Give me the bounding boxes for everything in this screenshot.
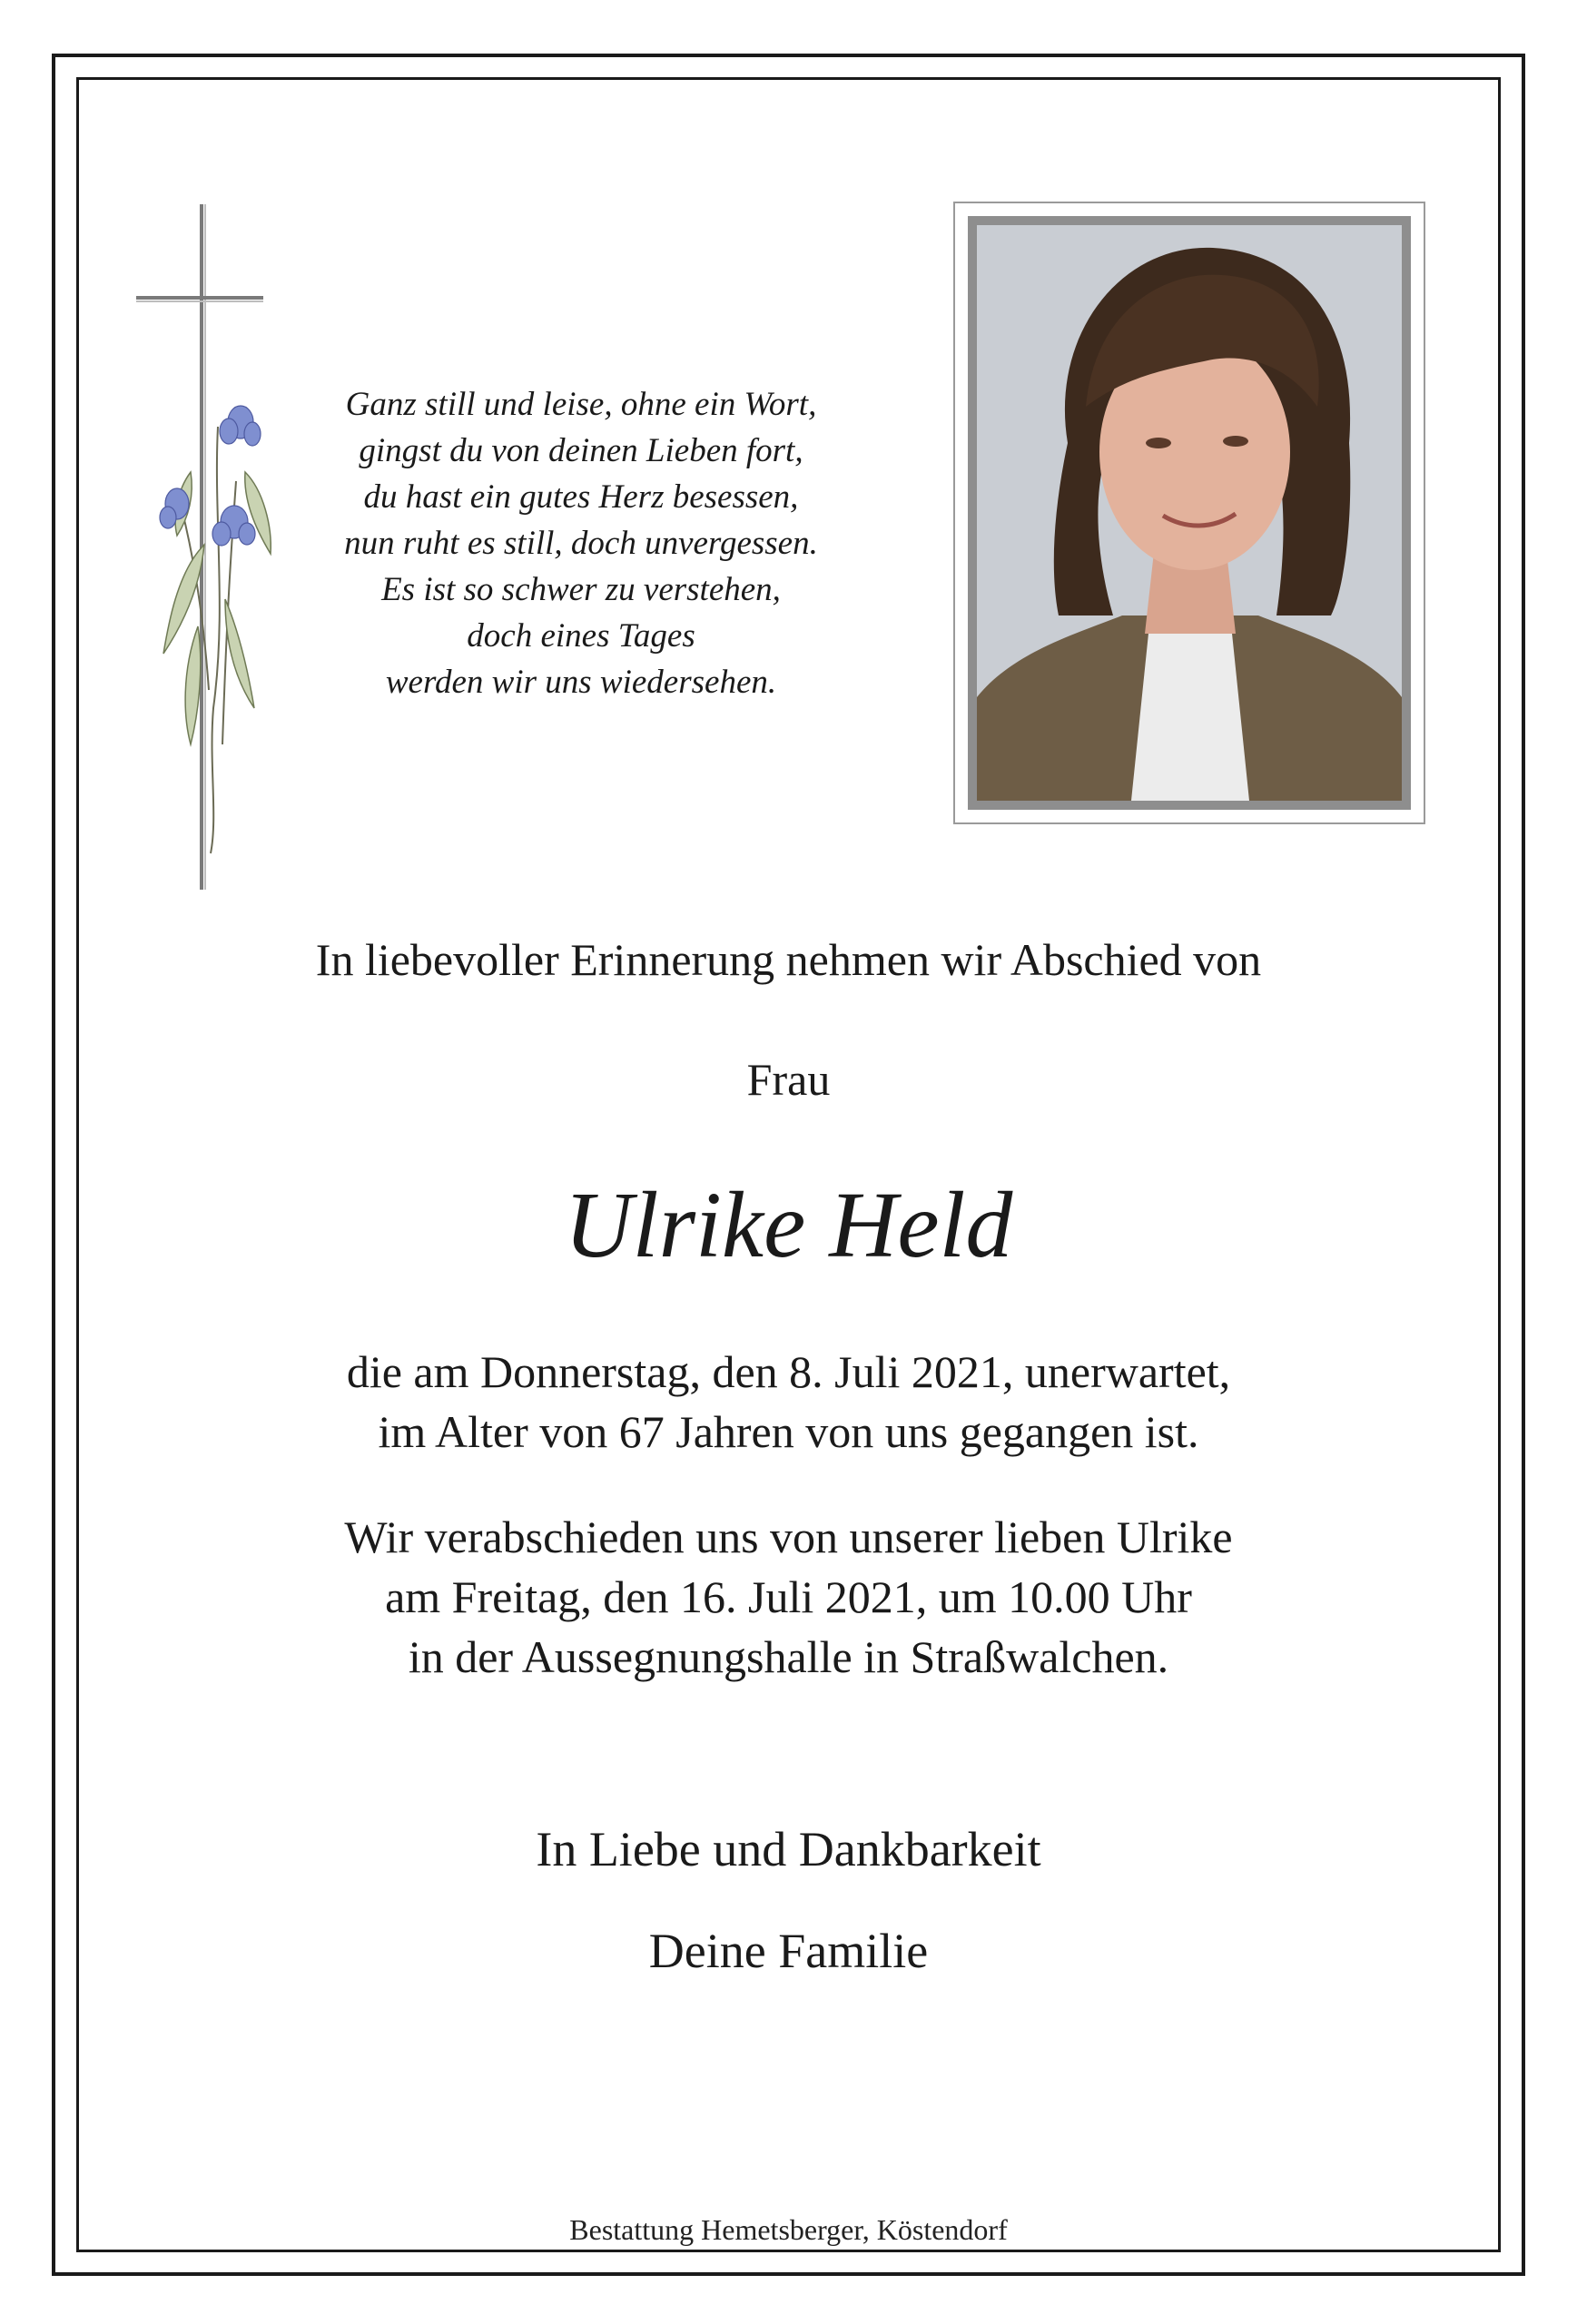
passing-details <box>76 1342 1501 1462</box>
poem-line: doch eines Tages <box>467 617 695 655</box>
deceased-name: Ulrike Held <box>564 1173 1013 1277</box>
salutation: Frau <box>746 1054 831 1105</box>
signature: Deine Familie <box>648 1924 929 1978</box>
farewell-line: Wir verabschieden uns von unserer lieben Ulrike <box>344 1512 1233 1562</box>
intro-text: In liebevoller Erinnerung nehmen wir Abschied von <box>315 934 1262 985</box>
closing-text: In Liebe und Dankbarkeit <box>536 1822 1041 1876</box>
poem <box>300 381 862 705</box>
poem-line: gingst du von deinen Lieben fort, <box>359 432 803 469</box>
poem-line: du hast ein gutes Herz besessen, <box>363 478 799 516</box>
portrait-photo-mat <box>968 216 1411 810</box>
passing-line: die am Donnerstag, den 8. Juli 2021, unerwartet, <box>346 1346 1231 1397</box>
cross-with-flowers-icon <box>127 200 309 908</box>
poem-line: Es ist so schwer zu verstehen, <box>381 571 781 608</box>
funeral-home-credit: Bestattung Hemetsberger, Köstendorf <box>569 2213 1008 2246</box>
passing-line: im Alter von 67 Jahren von uns gegangen ist. <box>378 1406 1199 1457</box>
portrait-photo <box>977 225 1402 801</box>
portrait-photo-frame <box>953 202 1425 824</box>
farewell-line: in der Aussegnungshalle in Straßwalchen. <box>408 1631 1169 1682</box>
poem-line: werden wir uns wiedersehen. <box>385 664 777 701</box>
farewell-line: am Freitag, den 16. Juli 2021, um 10.00 Uhr <box>385 1571 1192 1622</box>
poem-line: Ganz still und leise, ohne ein Wort, <box>345 386 817 423</box>
poem-line: nun ruht es still, doch unvergessen. <box>344 525 818 562</box>
farewell-details <box>76 1507 1501 1687</box>
